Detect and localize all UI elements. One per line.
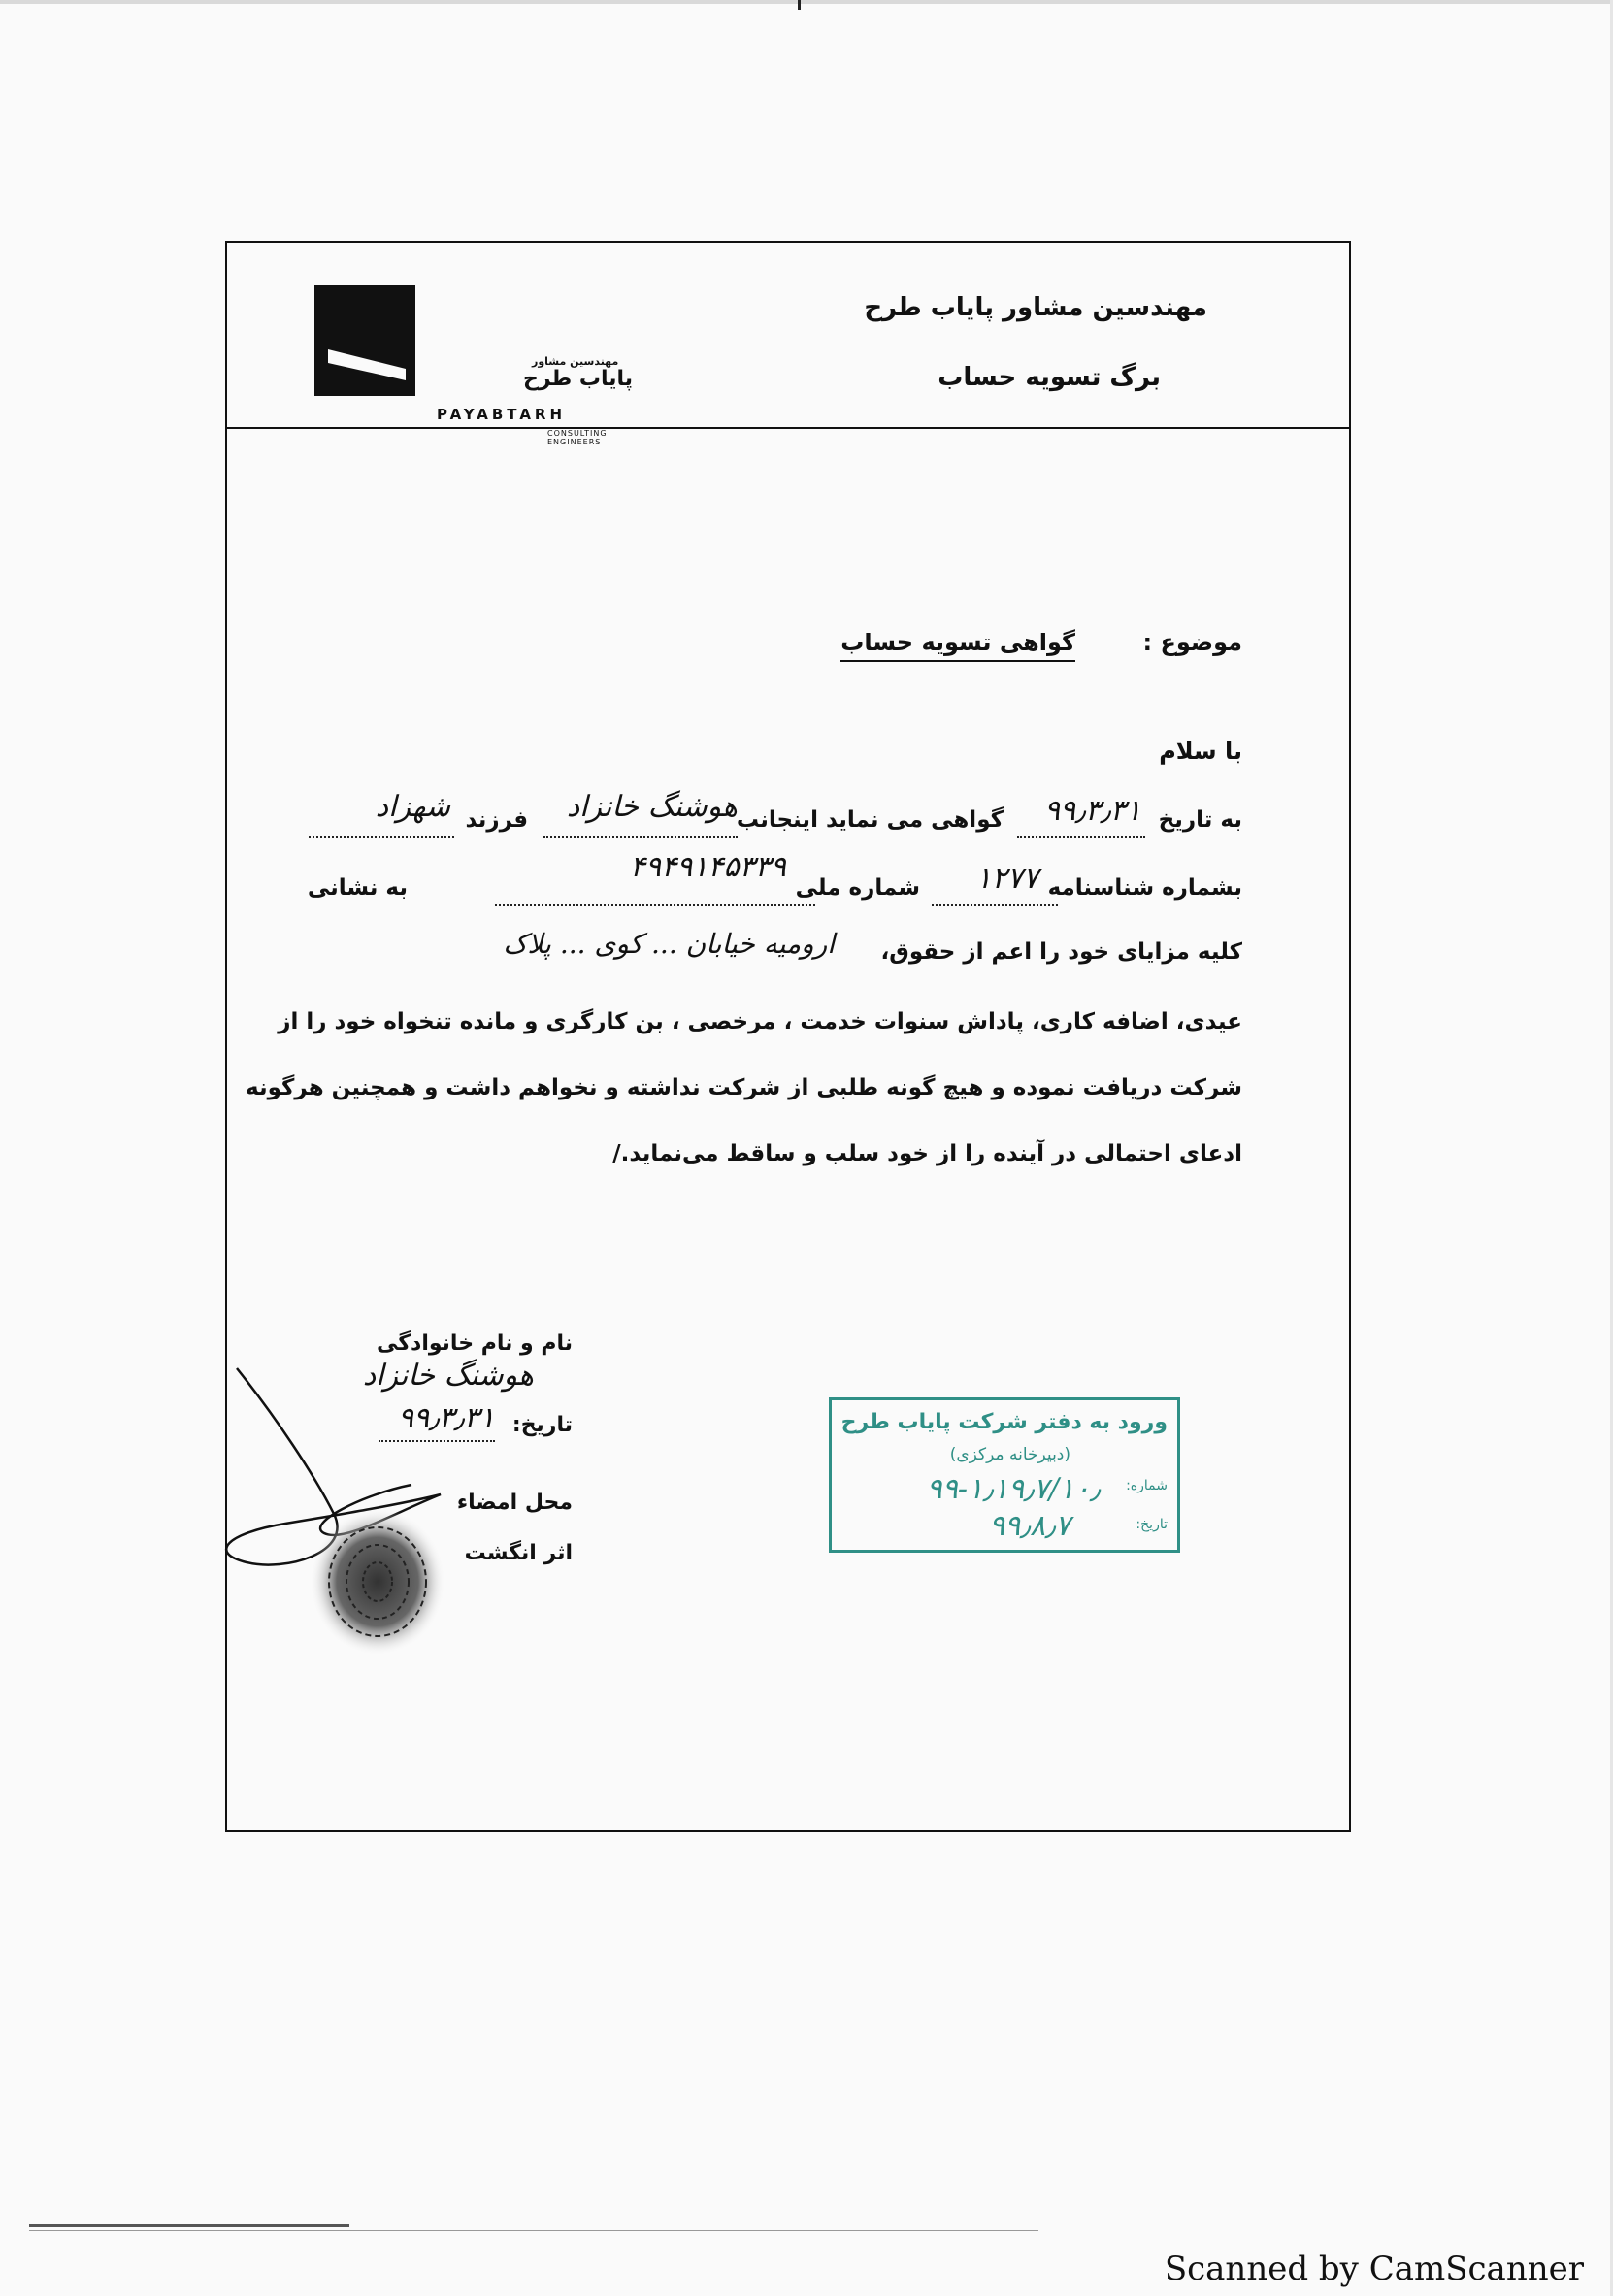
logo-name-fa: پایاب طرح: [523, 367, 634, 391]
fingerprint-icon: [305, 1504, 450, 1659]
stamp-date-value: ۹۹٫۸٫۷: [989, 1509, 1070, 1543]
handwritten-name: هوشنگ خانزاد: [566, 790, 738, 824]
company-logo: [314, 285, 644, 446]
document-header: [227, 243, 1349, 446]
scan-tick-mark: [798, 0, 801, 10]
stamp-title: ورود به دفتر شرکت پایاب طرح: [840, 1410, 1168, 1434]
text-child-of: فرزند: [465, 807, 528, 833]
logo-subtitle-en: CONSULTING ENGINEERS: [547, 429, 608, 446]
body-line-4: عیدی، اضافه کاری، پاداش سنوات خدمت ، مرخصی ، بن کارگری و مانده تنخواه خود را از: [278, 1009, 1242, 1034]
company-name: مهندسین مشاور پایاب طرح: [864, 293, 1207, 322]
camscanner-watermark: Scanned by CamScanner: [1164, 2249, 1584, 2288]
text-certifies: گواهی می نماید اینجانب: [736, 807, 1004, 833]
handwritten-father-name: شهزاد: [375, 790, 450, 824]
stamp-date-label: تاریخ:: [1136, 1517, 1168, 1532]
handwritten-address: ارومیه خیابان ... کوی ... پلاک: [503, 928, 835, 960]
logo-name-en: PAYABTARH: [437, 406, 567, 423]
handwritten-id-number: ۱۲۷۷: [975, 862, 1038, 896]
handwritten-national-id: ۴۹۴۹۱۴۵۳۳۹: [629, 850, 786, 884]
dotted-field-national-id: [495, 904, 815, 906]
signature-label: محل امضاء: [456, 1491, 573, 1515]
scan-edge: [0, 0, 1613, 4]
text-id-number: بشماره شناسنامه: [1047, 875, 1242, 901]
date-label: تاریخ:: [511, 1413, 573, 1437]
form-title: برگ تسویه حساب: [938, 363, 1161, 392]
stamp-number-label: شماره:: [1126, 1478, 1168, 1493]
dotted-field-id: [932, 904, 1058, 906]
stamp-subtitle: (دبیرخانه مرکزی): [949, 1445, 1070, 1464]
body-line-1: [305, 790, 1242, 846]
dotted-field-name: [543, 836, 738, 838]
registration-stamp: [829, 1397, 1180, 1553]
logo-subtitle-fa: مهندسین مشاور: [532, 355, 619, 368]
thumbprint-label: اثر انگشت: [464, 1541, 573, 1565]
body-line-5: شرکت دریافت نموده و هیچ گونه طلبی از شرکت نداشته و نخواهم داشت و همچنین هرگونه: [246, 1075, 1242, 1100]
text-national-id: شماره ملی: [795, 875, 920, 901]
text-date-prefix: به تاریخ: [1158, 807, 1242, 833]
text-address: به نشانی: [307, 875, 408, 901]
logo-mark-icon: [314, 285, 415, 396]
dotted-field-date: [1017, 836, 1145, 838]
scan-footer-line: [29, 2224, 349, 2227]
handwritten-date: ۹۹٫۳٫۳۱: [1043, 794, 1141, 828]
scan-footer-rule: [29, 2230, 1038, 2231]
name-label: نام و نام خانوادگی: [377, 1331, 573, 1356]
body-line-2: [305, 850, 1242, 914]
dotted-field-father: [309, 836, 454, 838]
handwritten-sign-date: ۹۹٫۳٫۳۱: [397, 1401, 495, 1435]
greeting: با سلام: [1159, 738, 1242, 765]
handwritten-signer-name: هوشنگ خانزاد: [362, 1359, 534, 1393]
body-line-6: ادعای احتمالی در آینده را از خود سلب و ساقط می‌نماید./: [612, 1141, 1242, 1166]
stamp-number-value: ۱۰٫/۹۹-۱٫۱۹٫۷: [926, 1472, 1100, 1506]
text-benefits: کلیه مزایای خود را اعم از حقوق،: [880, 939, 1242, 965]
document-frame: [225, 241, 1351, 1832]
subject-label: موضوع :: [1142, 629, 1242, 656]
body-line-3: [305, 928, 1242, 978]
subject-value: گواهی تسویه حساب: [840, 629, 1075, 662]
